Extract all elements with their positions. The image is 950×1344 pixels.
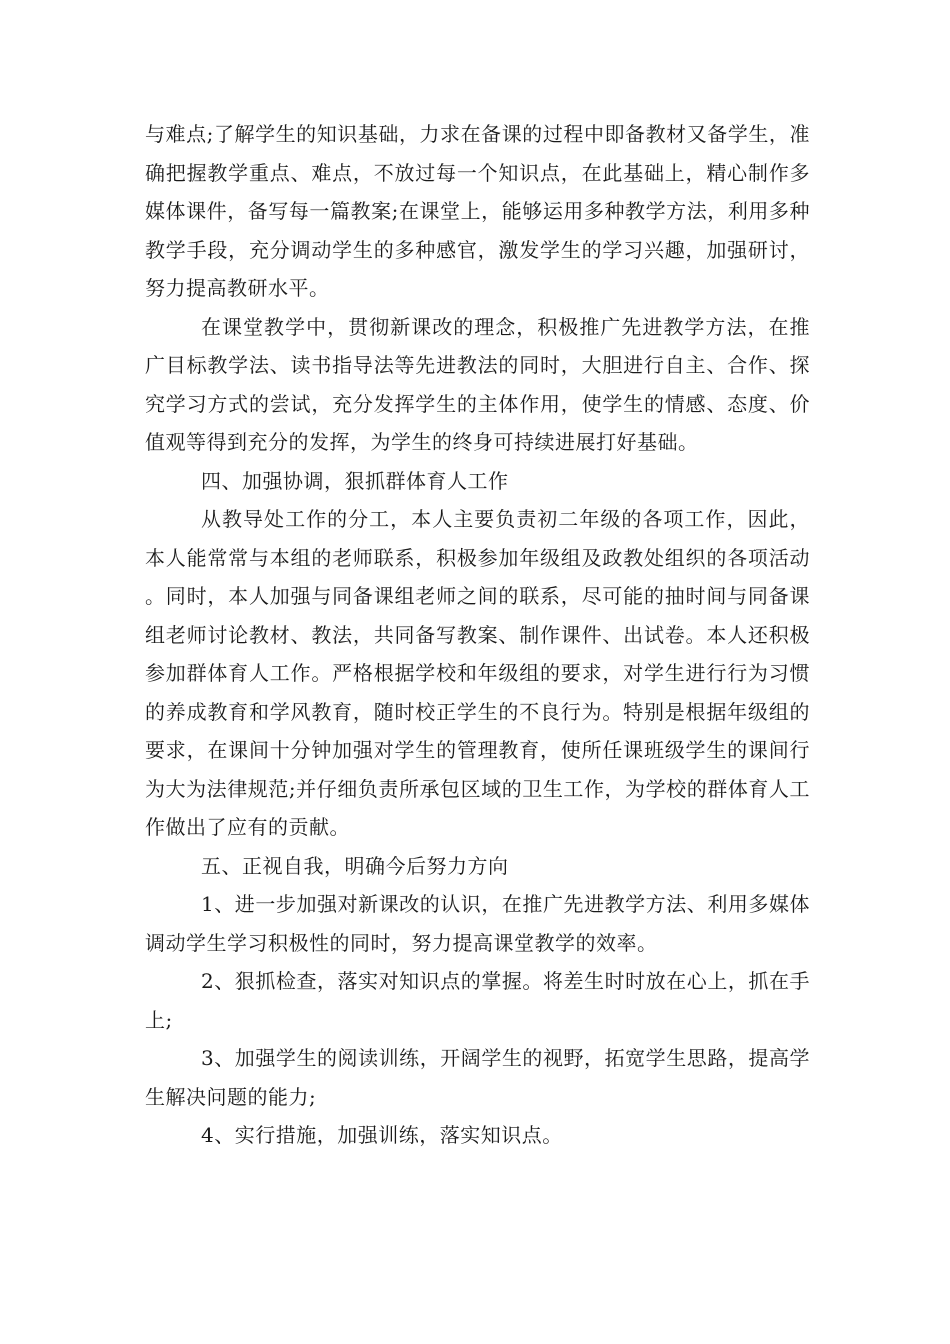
list-item-3: 3、加强学生的阅读训练，开阔学生的视野，拓宽学生思路，提高学生解决问题的能力; — [145, 1046, 810, 1109]
list-item-2: 2、狠抓检查，落实对知识点的掌握。将差生时时放在心上，抓在手上; — [145, 969, 810, 1032]
list-item-4: 4、实行措施，加强训练，落实知识点。 — [201, 1123, 563, 1147]
document-body — [145, 115, 810, 1155]
paragraph-teamwork: 从教导处工作的分工，本人主要负责初二年级的各项工作，因此，本人能常常与本组的老师联系，积极参加年级组及政教处组织的各项活动。同时，本人加强与同备课组老师之间的联系，尽可能的抽时间与同备课组老师讨论教材、教法，共同备写教案、制作课件、出试卷。本人还积极参加群体育人工作。严格根据学校和年级组的要求，对学生进行行为习惯的养成教育和学风教育，随时校正学生的不良行为。特别是根据年级组的要求，在课间十分钟加强对学生的管理教育，使所任课班级学生的课间行为大为法律规范;并仔细负责所承包区域的卫生工作，为学校的群体育人工作做出了应有的贡献。 — [145, 507, 810, 839]
list-item-1: 1、进一步加强对新课改的认识，在推广先进教学方法、利用多媒体调动学生学习积极性的同时，努力提高课堂教学的效率。 — [145, 892, 810, 955]
section-heading-coordination: 四、加强协调，狠抓群体育人工作 — [201, 468, 509, 493]
paragraph-classroom-teaching: 在课堂教学中，贯彻新课改的理念，积极推广先进教学方法，在推广目标教学法、读书指导法等先进教法的同时，大胆进行自主、合作、探究学习方式的尝试，充分发挥学生的主体作用，使学生的情感、态度、价值观等得到充分的发挥，为学生的终身可持续进展打好基础。 — [145, 314, 810, 454]
section-heading-future-direction: 五、正视自我，明确今后努力方向 — [201, 853, 509, 878]
paragraph-lesson-preparation: 与难点;了解学生的知识基础，力求在备课的过程中即备教材又备学生，准确把握教学重点、难点，不放过每一个知识点，在此基础上，精心制作多媒体课件，备写每一篇教案;在课堂上，能够运用多种教学方法，利用多种教学手段，充分调动学生的多种感官，激发学生的学习兴趣，加强研讨，努力提高教研水平。 — [145, 122, 810, 300]
